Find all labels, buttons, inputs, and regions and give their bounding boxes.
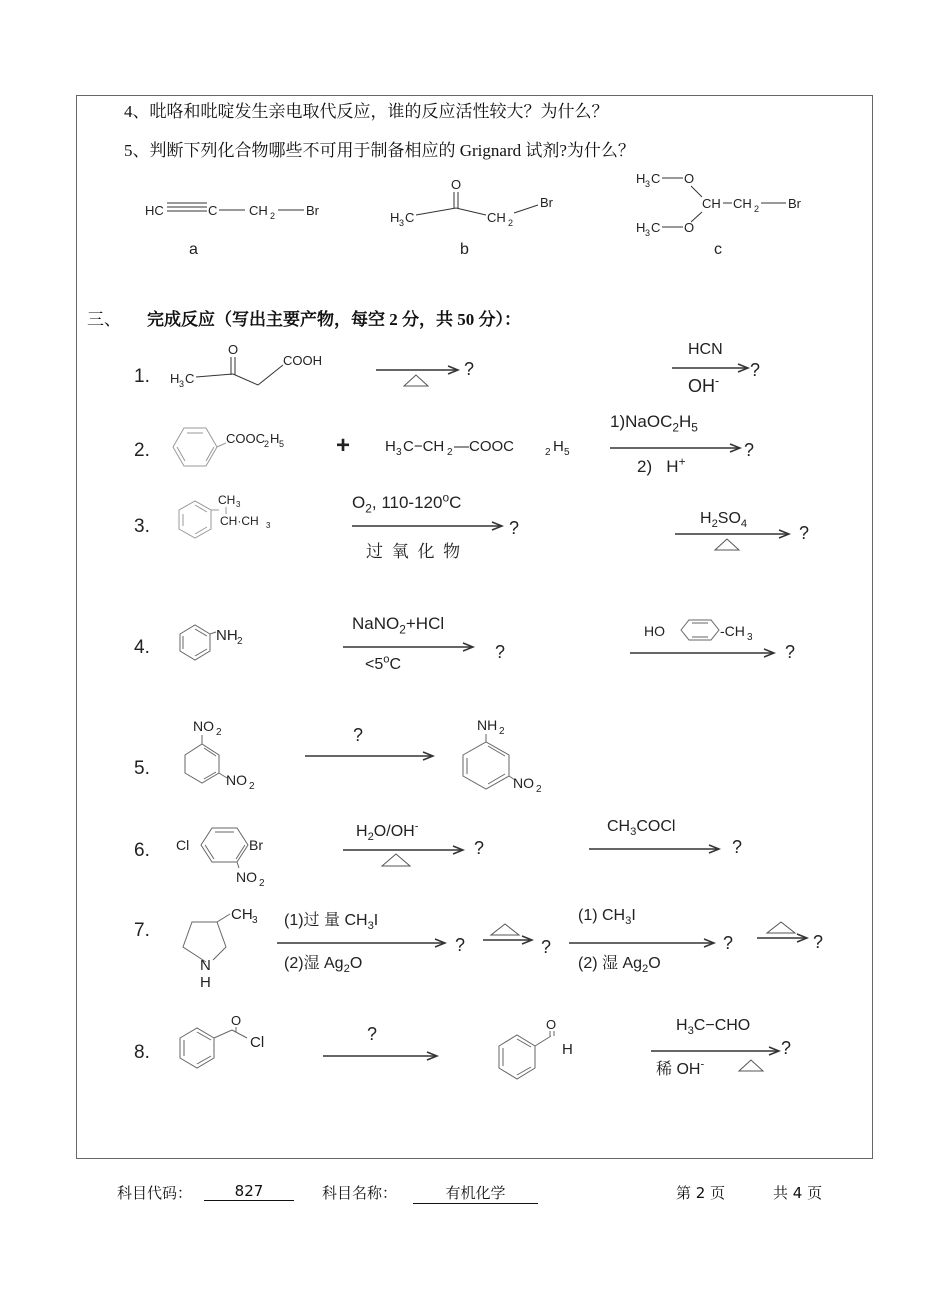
svg-text:2: 2 — [499, 726, 505, 737]
reaction-3-reactant — [165, 490, 295, 560]
svg-text:C: C — [651, 171, 661, 186]
plus-sign: + — [336, 432, 351, 459]
svg-text:3: 3 — [252, 915, 258, 926]
reaction-3-number: 3. — [134, 516, 150, 537]
reaction-3-product-2: ? — [799, 523, 810, 543]
compound-b-label: b — [460, 241, 469, 258]
svg-text:NO: NO — [513, 775, 534, 791]
reaction-4-arrow-1 — [343, 641, 483, 655]
svg-text:H: H — [553, 438, 564, 455]
svg-text:H: H — [200, 974, 211, 991]
svg-text:2: 2 — [259, 878, 265, 889]
reaction-3-arrow-1 — [352, 520, 512, 534]
svg-text:NO: NO — [193, 718, 214, 734]
svg-text:3: 3 — [645, 179, 651, 189]
reaction-4-product-2: ? — [785, 642, 796, 662]
svg-text:HO: HO — [644, 623, 665, 639]
svg-text:O: O — [228, 342, 239, 357]
svg-text:Br: Br — [249, 837, 263, 853]
reaction-7-arrow-heat-2 — [757, 918, 812, 948]
svg-text:C: C — [651, 220, 661, 235]
reaction-5-number: 5. — [134, 758, 150, 779]
heat-triangle-icon — [738, 1058, 768, 1074]
svg-text:NH: NH — [216, 627, 238, 644]
question-4: 4、吡咯和吡啶发生亲电取代反应，谁的反应活性较大？为什么？ — [124, 102, 609, 121]
svg-text:5: 5 — [564, 447, 570, 458]
svg-text:—COOC: —COOC — [454, 438, 514, 455]
reaction-1-arrow-1 — [376, 362, 466, 392]
reaction-4-arrow-2 — [630, 647, 780, 661]
svg-text:H: H — [385, 438, 396, 455]
svg-text:Br: Br — [788, 196, 801, 211]
svg-text:3: 3 — [236, 500, 241, 509]
question-5: 5、判断下列化合物哪些不可用于制备相应的 Grignard 试剂?为什么？ — [124, 141, 635, 160]
svg-text:2: 2 — [264, 439, 270, 449]
reaction-4-reagent-1: NaNO$_2$+HCl — [352, 614, 445, 637]
reaction-1-number: 1. — [134, 366, 150, 387]
svg-text:H: H — [562, 1041, 573, 1058]
svg-text:3: 3 — [645, 228, 651, 238]
svg-text:H: H — [170, 371, 180, 386]
footer-name-value: 有机化学 — [413, 1182, 538, 1204]
compound-c-label: c — [714, 241, 722, 258]
section-title: 完成反应（写出主要产物，每空 2 分，共 50 分）： — [147, 310, 521, 329]
reaction-7-reagent-2a: (1) $CH_3I$ — [578, 907, 636, 928]
reaction-7-reagent-2b: (2) 湿 $Ag_2O$ — [578, 955, 661, 976]
reaction-7-reagent-1b: (2)湿 $Ag_2O$ — [284, 955, 363, 976]
reaction-8-product-2: ? — [781, 1038, 792, 1058]
svg-text:2: 2 — [249, 781, 255, 792]
svg-text:CH: CH — [733, 196, 752, 211]
footer-code-label: 科目代码： — [117, 1184, 193, 1202]
svg-text:O: O — [684, 171, 695, 186]
reaction-7-reactant — [175, 900, 275, 995]
svg-text:O: O — [546, 1017, 557, 1032]
svg-text:5: 5 — [279, 439, 285, 449]
svg-text:C: C — [185, 371, 195, 386]
reaction-6-reactant — [175, 820, 285, 890]
svg-text:3: 3 — [266, 521, 271, 530]
compound-c-structure — [636, 168, 816, 238]
svg-text:2: 2 — [508, 218, 514, 228]
reaction-5-reactant — [175, 712, 275, 792]
compound-a-label: a — [189, 241, 198, 258]
svg-text:O: O — [684, 220, 695, 235]
svg-text:H: H — [390, 210, 400, 225]
compound-b-structure — [390, 175, 570, 230]
svg-text:3: 3 — [396, 447, 402, 458]
svg-text:C−CH: C−CH — [403, 438, 445, 455]
svg-text:3: 3 — [399, 218, 405, 228]
svg-text:O: O — [231, 1013, 242, 1028]
reaction-7-number: 7. — [134, 920, 150, 941]
reaction-4-reactant — [170, 620, 270, 670]
reaction-6-product-2: ? — [732, 837, 743, 857]
footer-total: 共 4 页 — [773, 1184, 823, 1202]
reaction-7-reagent-1a: (1)过 量 $CH_3I$ — [284, 912, 379, 933]
reaction-4-number: 4. — [134, 637, 150, 658]
svg-text:COOH: COOH — [283, 353, 322, 368]
svg-text:Cl: Cl — [176, 837, 190, 853]
svg-text:NH: NH — [477, 717, 498, 733]
svg-text:N: N — [200, 957, 211, 974]
reaction-2-reagent-1: $1)NaOC_2H_5$ — [610, 412, 698, 435]
reaction-7-product-4: ? — [813, 932, 824, 952]
reaction-7-arrow-heat-1 — [483, 920, 538, 950]
reaction-2-product: ? — [744, 440, 755, 460]
svg-text:H: H — [636, 171, 646, 186]
reaction-2-reagent-2: 2) H+ — [637, 454, 686, 476]
svg-text:2: 2 — [447, 447, 453, 458]
svg-text:C: C — [405, 210, 415, 225]
reaction-7-arrow-2 — [569, 937, 719, 951]
footer-page: 第 2 页 — [676, 1184, 726, 1202]
reaction-1-reagent-hcn: HCN — [688, 341, 723, 358]
reaction-8-condition: 稀 OH- — [656, 1058, 705, 1078]
svg-text:2: 2 — [216, 727, 222, 738]
svg-text:2: 2 — [237, 636, 243, 647]
svg-text:CH: CH — [487, 210, 506, 225]
reaction-4-product-1: ? — [495, 642, 506, 662]
reaction-8-number: 8. — [134, 1042, 150, 1063]
reaction-6-reagent-2: $CH_3COCl$ — [607, 818, 676, 839]
reaction-8-reagent-1: ? — [367, 1024, 378, 1044]
reaction-7-product-2: ? — [541, 937, 552, 957]
svg-text:CH: CH — [218, 493, 236, 507]
svg-text:2: 2 — [545, 447, 551, 458]
reaction-6-reagent-1: $H_2O/OH^-$ — [356, 820, 419, 844]
svg-text:C: C — [208, 203, 218, 218]
compound-a-structure — [145, 195, 335, 225]
svg-text:3: 3 — [747, 632, 753, 643]
reaction-1-reactant — [170, 340, 340, 390]
svg-text:CH·CH: CH·CH — [220, 514, 259, 528]
reaction-8-arrow-1 — [323, 1050, 443, 1064]
svg-text:NO: NO — [236, 869, 257, 885]
svg-text:2: 2 — [270, 211, 276, 221]
svg-text:H: H — [636, 220, 646, 235]
reaction-3-arrow-2 — [675, 528, 795, 554]
reaction-3-product-1: ? — [509, 518, 520, 538]
reaction-7-arrow-1 — [277, 937, 452, 951]
svg-text:Cl: Cl — [250, 1034, 265, 1051]
reaction-1-product-1: ? — [464, 359, 475, 379]
section-number: 三、 — [87, 310, 121, 329]
reaction-4-reagent-p-cresol — [643, 613, 783, 643]
svg-text:COOC: COOC — [226, 431, 265, 446]
footer-code-value: 827 — [204, 1182, 294, 1201]
reaction-2-reactant-1 — [170, 425, 340, 475]
svg-text:3: 3 — [179, 379, 185, 389]
reaction-8-reagent-2: $H_3C-CHO$ — [676, 1017, 751, 1038]
reaction-3-condition-peroxide: 过 氧 化 物 — [366, 542, 463, 561]
svg-text:Br: Br — [540, 195, 553, 210]
svg-text:Br: Br — [306, 203, 319, 218]
reaction-8-reactant — [172, 1010, 282, 1080]
svg-text:CH: CH — [702, 196, 721, 211]
reaction-7-product-3: ? — [723, 933, 734, 953]
svg-text:HC: HC — [145, 203, 164, 218]
reaction-3-reagent-1: $O_2$, 110-120$^o$C — [352, 490, 462, 516]
reaction-7-product-1: ? — [455, 935, 466, 955]
svg-text:O: O — [451, 177, 462, 192]
reaction-5-product — [455, 710, 565, 795]
svg-text:H: H — [270, 431, 280, 446]
reaction-1-product-2: ? — [750, 360, 761, 380]
svg-text:CH: CH — [231, 906, 253, 923]
reaction-6-number: 6. — [134, 840, 150, 861]
reaction-6-arrow-1 — [343, 844, 473, 872]
svg-text:2: 2 — [754, 204, 760, 214]
reaction-8-product-benzaldehyde — [493, 1010, 583, 1085]
svg-text:NO: NO — [226, 772, 247, 788]
reaction-1-condition-oh: OH- — [688, 374, 720, 396]
footer-name-label: 科目名称： — [322, 1184, 398, 1202]
svg-text:CH: CH — [249, 203, 268, 218]
reaction-3-reagent-2: $H_2SO_4$ — [700, 510, 748, 531]
reaction-6-arrow-2 — [589, 843, 724, 857]
reaction-2-number: 2. — [134, 440, 150, 461]
reaction-5-reagent: ? — [353, 725, 364, 745]
reaction-6-product-1: ? — [474, 838, 485, 858]
reaction-2-reactant-2 — [385, 433, 595, 461]
reaction-4-condition-temp: $<5^oC$ — [365, 653, 402, 673]
svg-text:-CH: -CH — [720, 623, 745, 639]
reaction-5-arrow — [305, 750, 440, 764]
svg-text:2: 2 — [536, 784, 542, 795]
